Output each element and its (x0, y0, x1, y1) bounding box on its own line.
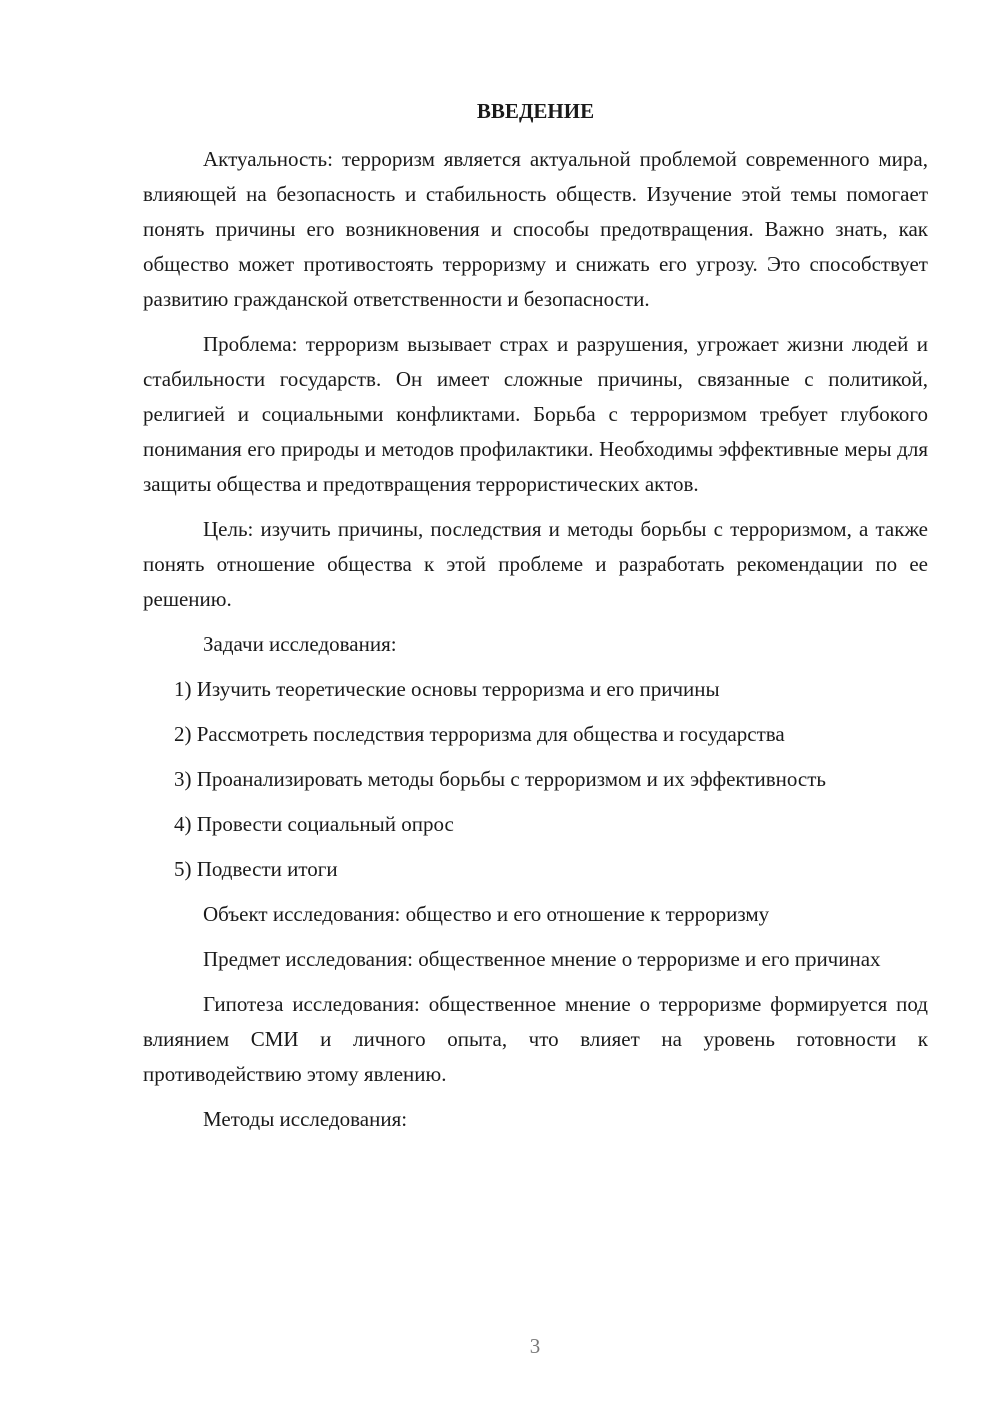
tasks-heading: Задачи исследования: (203, 632, 397, 656)
hypothesis-paragraph: Гипотеза исследования: общественное мнение о терроризме формируется под влиянием СМИ и личного опыта, что влияет на уровень готовности к противодействию этому явлению. (143, 992, 928, 1086)
task-item: 3) Проанализировать методы борьбы с терроризмом и их эффективность (174, 767, 827, 791)
object-paragraph: Объект исследования: общество и его отношение к терроризму (203, 902, 770, 926)
goal-paragraph: Цель: изучить причины, последствия и методы борьбы с терроризмом, а также понять отношение общества к этой проблеме и разработать рекомендации по ее решению. (143, 517, 928, 611)
document-body (143, 142, 928, 1147)
relevance-paragraph: Актуальность: терроризм является актуальной проблемой современного мира, влияющей на безопасность и стабильность обществ. Изучение этой темы помогает понять причины его возникновения и способы предотвращения. Важно знать, как общество может противостоять терроризму и снижать его угрозу. Это способствует развитию гражданской ответственности и безопасности. (143, 147, 928, 311)
task-item: 4) Провести социальный опрос (174, 812, 454, 836)
page-heading: ВВЕДЕНИЕ (476, 99, 595, 123)
methods-heading: Методы исследования: (203, 1107, 408, 1131)
page-number: 3 (529, 1334, 541, 1358)
subject-paragraph: Предмет исследования: общественное мнение о терроризме и его причинах (203, 947, 881, 971)
task-item: 1) Изучить теоретические основы терроризма и его причины (174, 677, 720, 701)
task-item: 2) Рассмотреть последствия терроризма для общества и государства (174, 722, 785, 746)
task-item: 5) Подвести итоги (174, 857, 338, 881)
problem-paragraph: Проблема: терроризм вызывает страх и разрушения, угрожает жизни людей и стабильности государств. Он имеет сложные причины, связанные с политикой, религией и социальными конфликтами. Борьба с терроризмом требует глубокого понимания его природы и методов профилактики. Необходимы эффективные меры для защиты общества и предотвращения террористических актов. (143, 332, 928, 496)
